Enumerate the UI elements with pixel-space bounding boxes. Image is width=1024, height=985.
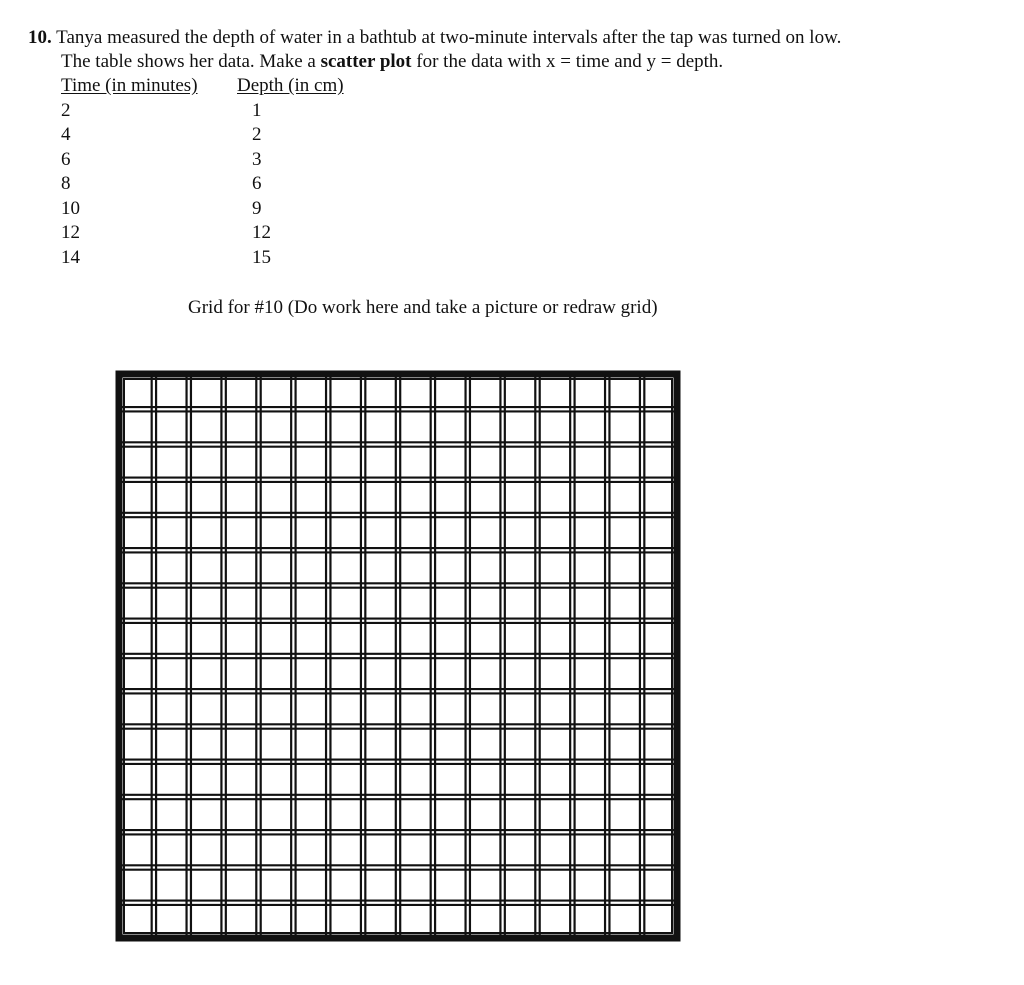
cell-depth: 9	[252, 197, 262, 219]
problem-text-line-1: Tanya measured the depth of water in a bathtub at two-minute intervals after the tap was turned on low.	[56, 27, 842, 48]
cell-depth: 12	[252, 222, 271, 243]
cell-time: 2	[61, 99, 71, 121]
cell-time: 4	[61, 124, 71, 145]
cell-depth: 6	[252, 173, 262, 194]
graph-grid[interactable]	[115, 370, 681, 942]
header-time: Time (in minutes)	[61, 75, 198, 96]
problem-text-before: The table shows her data. Make a	[61, 51, 321, 72]
cell-time: 14	[61, 246, 80, 268]
cell-depth: 1	[252, 99, 262, 121]
problem-statement	[28, 26, 988, 74]
problem-emphasis: scatter plot	[320, 51, 412, 72]
cell-time: 6	[61, 148, 71, 170]
cell-depth: 15	[252, 246, 271, 268]
cell-depth: 2	[252, 124, 262, 145]
grid-border	[119, 374, 677, 938]
grid-caption: Grid for #10 (Do work here and take a picture or redraw grid)	[188, 297, 658, 318]
cell-time: 10	[61, 197, 80, 219]
cell-time: 12	[61, 222, 80, 243]
problem-text-after: for the data with x = time and y = depth.	[411, 51, 724, 72]
problem-number: 10.	[28, 27, 52, 48]
graph-grid-svg[interactable]	[115, 370, 681, 942]
problem-line-1	[28, 26, 988, 50]
header-depth: Depth (in cm)	[237, 75, 344, 96]
cell-depth: 3	[252, 148, 262, 170]
grid-inner-frame	[124, 379, 672, 933]
cell-time: 8	[61, 173, 71, 194]
problem-line-2	[28, 50, 988, 74]
